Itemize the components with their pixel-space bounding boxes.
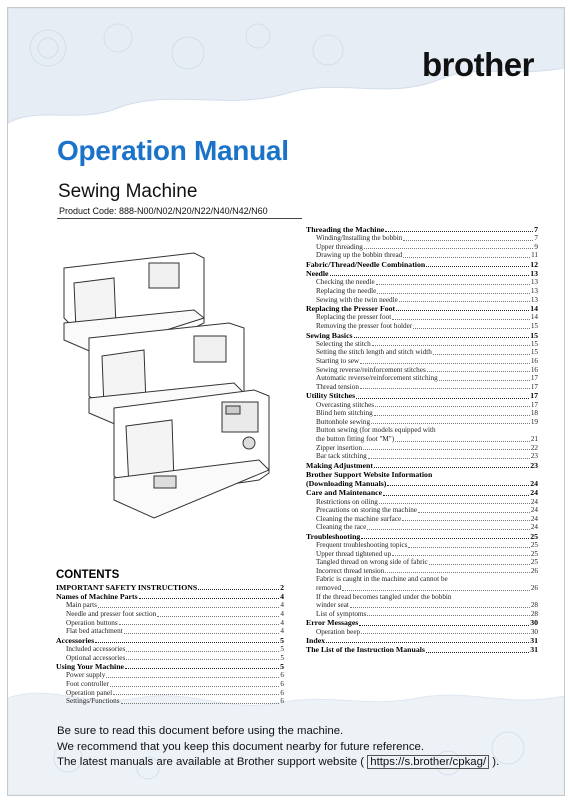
toc-right-entry-page: 16 bbox=[530, 356, 538, 365]
toc-right-entry-label: Restrictions on oiling bbox=[316, 497, 378, 506]
footer-notice bbox=[57, 724, 499, 771]
leader-dots bbox=[361, 538, 529, 539]
leader-dots bbox=[121, 703, 280, 704]
toc-right-entry-label: Making Adjustment bbox=[306, 460, 373, 470]
contents-heading: CONTENTS bbox=[56, 569, 120, 581]
toc-right-entry-label: Tangled thread on wrong side of fabric bbox=[316, 558, 428, 567]
toc-right-entry-page: 23 bbox=[530, 460, 538, 470]
toc-right-entry bbox=[306, 322, 538, 331]
toc-right-entry-label: Index bbox=[306, 636, 326, 646]
toc-right-entry-page: 15 bbox=[530, 348, 538, 357]
leader-dots bbox=[396, 310, 529, 311]
toc-right-entry-label: The List of the Instruction Manuals bbox=[306, 645, 425, 655]
toc-right-entry-label: Sewing reverse/reinforcement stitches bbox=[316, 365, 426, 374]
toc-right-entry-label: Cleaning the race bbox=[316, 523, 367, 532]
toc-right-entry bbox=[306, 391, 538, 400]
manual-cover bbox=[7, 7, 565, 796]
toc-right-entry-label: Upper threading bbox=[316, 242, 363, 251]
leader-dots bbox=[367, 615, 529, 616]
footer-line-3-pre: The latest manuals are available at Brother support website ( bbox=[57, 756, 365, 768]
toc-right-entry-label: Replacing the Presser Foot bbox=[306, 304, 396, 314]
toc-right-entry-label: Winding/Installing the bobbin bbox=[316, 234, 403, 243]
toc-left-list bbox=[56, 583, 284, 706]
toc-right-entry-label: Thread tension bbox=[316, 382, 359, 391]
toc-right-entry-page: 24 bbox=[530, 523, 538, 532]
toc-left-entry bbox=[56, 671, 284, 680]
leader-dots bbox=[372, 345, 530, 346]
toc-right-entry bbox=[306, 296, 538, 305]
toc-left-entry bbox=[56, 654, 284, 663]
product-code: Product Code: 888-N00/N02/N20/N22/N40/N42/N60 bbox=[59, 206, 268, 216]
toc-left-entry-label: Needle and presser foot section bbox=[66, 610, 157, 618]
toc-right-entry bbox=[306, 618, 538, 627]
toc-right-entry-label: Fabric is caught in the machine and cannot be bbox=[316, 575, 448, 584]
leader-dots bbox=[359, 625, 529, 626]
toc-right-entry-page: 9 bbox=[534, 242, 538, 251]
sewing-machine-illustration bbox=[54, 228, 279, 548]
leader-dots bbox=[139, 598, 279, 599]
toc-right-entry bbox=[306, 331, 538, 340]
toc-right-entry-page: 15 bbox=[530, 339, 538, 348]
leader-dots bbox=[418, 512, 530, 513]
toc-right-entry-page: 28 bbox=[530, 601, 538, 610]
toc-right-entry-page: 21 bbox=[530, 434, 538, 443]
toc-left-entry-label: Using Your Machine bbox=[56, 662, 125, 672]
toc-left-entry-page: 4 bbox=[280, 618, 284, 627]
toc-right-entry-page: 13 bbox=[530, 269, 538, 279]
page-title: Operation Manual bbox=[57, 135, 289, 166]
page-subtitle: Sewing Machine bbox=[58, 181, 198, 202]
toc-right-entry bbox=[306, 418, 538, 427]
toc-right-entry-label: Button sewing (for models equipped with bbox=[316, 426, 436, 435]
leader-dots bbox=[426, 652, 529, 653]
toc-right-entry bbox=[306, 444, 538, 453]
toc-right-entry-page: 30 bbox=[530, 627, 538, 636]
toc-right-entry-label: Error Messages bbox=[306, 618, 359, 628]
toc-left-entry-page: 4 bbox=[280, 627, 284, 636]
toc-right-entry-label: List of symptoms bbox=[316, 609, 367, 618]
leader-dots bbox=[392, 555, 530, 556]
toc-left-entry-label: Flat bed attachment bbox=[66, 627, 123, 636]
toc-right-entry bbox=[306, 340, 538, 349]
leader-dots bbox=[413, 328, 530, 329]
toc-right-entry-page: 24 bbox=[530, 479, 538, 489]
toc-right-entry bbox=[306, 366, 538, 375]
toc-right-entry bbox=[306, 610, 538, 619]
toc-right-entry bbox=[306, 532, 538, 541]
leader-dots bbox=[360, 388, 530, 389]
toc-right-entry-page: 13 bbox=[530, 286, 538, 295]
toc-right-entry-page: 31 bbox=[530, 636, 538, 646]
toc-right-entry-page: 12 bbox=[530, 259, 538, 269]
leader-dots bbox=[439, 380, 530, 381]
leader-dots bbox=[374, 467, 529, 468]
toc-right-entry-label: Replacing the presser foot bbox=[316, 313, 392, 322]
leader-dots bbox=[399, 301, 530, 302]
toc-right-entry bbox=[306, 251, 538, 260]
leader-dots bbox=[113, 694, 279, 695]
toc-right-entry-page: 26 bbox=[530, 566, 538, 575]
leader-dots bbox=[402, 520, 530, 521]
toc-right-entry bbox=[306, 426, 538, 435]
toc-right-entry-page: 14 bbox=[530, 313, 538, 322]
toc-right-entry-page: 24 bbox=[530, 488, 538, 498]
toc-right-entry-page: 31 bbox=[530, 645, 538, 655]
toc-right-entry-label: Checking the needle bbox=[316, 278, 375, 287]
toc-left-entry-label: Foot controller bbox=[66, 679, 109, 688]
toc-right-entry bbox=[306, 488, 538, 497]
toc-right-entry-label: Incorrect thread tension bbox=[316, 566, 385, 575]
toc-right-entry-label: Utility Stitches bbox=[306, 391, 356, 401]
toc-left-entry bbox=[56, 583, 284, 592]
toc-right-entry-label: winder seat bbox=[316, 601, 349, 610]
leader-dots bbox=[392, 319, 530, 320]
toc-right-entry-page: 7 bbox=[534, 234, 538, 243]
toc-left-entry bbox=[56, 662, 284, 671]
toc-right-entry-label: If the thread becomes tangled under the bobbin bbox=[316, 592, 452, 601]
toc-right-entry-page: 18 bbox=[530, 409, 538, 418]
toc-right-entry-page: 25 bbox=[530, 541, 538, 550]
toc-right-entry-label: Operation beep bbox=[316, 627, 361, 636]
leader-dots bbox=[387, 485, 529, 486]
leader-dots bbox=[126, 651, 279, 652]
leader-dots bbox=[379, 503, 530, 504]
toc-right-entry-label: the button fitting foot "M") bbox=[316, 434, 395, 443]
toc-right-entry-page: 15 bbox=[530, 330, 538, 340]
toc-right-entry-label: Sewing with the twin needle bbox=[316, 295, 398, 304]
leader-dots bbox=[403, 240, 533, 241]
toc-right-entry bbox=[306, 313, 538, 322]
leader-dots bbox=[376, 284, 530, 285]
toc-right-entry-page: 13 bbox=[530, 295, 538, 304]
toc-left-entry-page: 4 bbox=[280, 610, 284, 618]
toc-right-entry-label: Selecting the stitch bbox=[316, 339, 371, 348]
toc-right-entry-page: 25 bbox=[530, 558, 538, 567]
leader-dots bbox=[354, 337, 530, 338]
leader-dots bbox=[368, 458, 530, 459]
leader-dots bbox=[126, 659, 279, 660]
toc-left-entry-label: Optional accessories bbox=[66, 653, 126, 662]
toc-right-entry-label: (Downloading Manuals) bbox=[306, 479, 387, 489]
toc-right-entry-label: Zipper insertion bbox=[316, 443, 363, 452]
toc-right-entry-label: Automatic reverse/reinforcement stitching bbox=[316, 374, 438, 383]
leader-dots bbox=[157, 616, 279, 617]
toc-right-entry-label: Precautions on storing the machine bbox=[316, 506, 418, 515]
toc-left-entry-label: Operation panel bbox=[66, 688, 113, 697]
toc-right-entry bbox=[306, 523, 538, 532]
toc-left bbox=[56, 569, 284, 706]
toc-right-entry bbox=[306, 348, 538, 357]
toc-right-entry-label: Setting the stitch length and stitch width bbox=[316, 348, 432, 357]
toc-right-entry-label: Threading the Machine bbox=[306, 225, 385, 234]
toc-right-entry bbox=[306, 601, 538, 610]
toc-right-entry-label: removed bbox=[316, 584, 342, 593]
toc-right-entry-label: Blind hem stitching bbox=[316, 409, 373, 418]
leader-dots bbox=[360, 363, 530, 364]
toc-right-entry-label: Fabric/Thread/Needle Combination bbox=[306, 259, 426, 269]
toc-right-entry-page: 28 bbox=[530, 609, 538, 618]
leader-dots bbox=[426, 266, 529, 267]
toc-left-entry bbox=[56, 636, 284, 645]
toc-right-entry-label: Upper thread tightened up bbox=[316, 549, 392, 558]
footer-line-2: We recommend that you keep this document nearby for future reference. bbox=[57, 740, 425, 753]
toc-right-entry bbox=[306, 515, 538, 524]
toc-right-entry bbox=[306, 243, 538, 252]
toc-left-entry-label: Operation buttons bbox=[66, 618, 118, 627]
toc-left-entry-page: 5 bbox=[280, 653, 284, 662]
leader-dots bbox=[429, 564, 530, 565]
footer-line-3 bbox=[57, 755, 499, 771]
leader-dots bbox=[371, 423, 530, 424]
toc-right-entry bbox=[306, 645, 538, 654]
toc-left-entry-page: 6 bbox=[280, 679, 284, 688]
toc-right-entry-page: 15 bbox=[530, 321, 538, 330]
toc-right-entry bbox=[306, 461, 538, 470]
toc-right-entry-label: Cleaning the machine surface bbox=[316, 514, 402, 523]
toc-right-entry-label: Troubleshooting bbox=[306, 531, 361, 541]
toc-right bbox=[306, 225, 538, 655]
toc-right-entry-label: Brother Support Website Information bbox=[306, 469, 433, 479]
toc-left-entry-page: 4 bbox=[280, 601, 284, 610]
toc-left-entry-label: Power supply bbox=[66, 671, 106, 680]
toc-right-entry-page: 7 bbox=[534, 225, 538, 234]
toc-right-entry bbox=[306, 225, 538, 234]
toc-right-entry bbox=[306, 374, 538, 383]
leader-dots bbox=[356, 398, 529, 399]
toc-right-entry bbox=[306, 435, 538, 444]
toc-right-entry-page: 19 bbox=[530, 417, 538, 426]
leader-dots bbox=[363, 449, 530, 450]
toc-right-entry-label: Starting to sew bbox=[316, 356, 360, 365]
toc-right-entry bbox=[306, 593, 538, 602]
toc-left-entry bbox=[56, 627, 284, 636]
leader-dots bbox=[330, 275, 530, 276]
leader-dots bbox=[124, 633, 280, 634]
leader-dots bbox=[383, 495, 529, 496]
toc-right-entry-page: 30 bbox=[530, 618, 538, 628]
toc-right-entry-page: 17 bbox=[530, 391, 538, 401]
toc-right-entry bbox=[306, 567, 538, 576]
toc-right-entry-page: 26 bbox=[530, 584, 538, 593]
leader-dots bbox=[375, 406, 530, 407]
toc-left-entry bbox=[56, 619, 284, 628]
toc-right-entry-label: Bar tack stitching bbox=[316, 452, 367, 461]
toc-right-entry-page: 24 bbox=[530, 497, 538, 506]
leader-dots bbox=[110, 686, 279, 687]
toc-right-entry-page: 24 bbox=[530, 506, 538, 515]
brand-logo: brother bbox=[422, 46, 534, 83]
leader-dots bbox=[119, 624, 280, 625]
toc-right-entry-page: 22 bbox=[530, 443, 538, 452]
toc-right-entry-label: Buttonhole sewing bbox=[316, 417, 371, 426]
toc-right-entry-page: 24 bbox=[530, 514, 538, 523]
toc-left-entry-label: Names of Machine Parts bbox=[56, 592, 138, 602]
toc-left-entry-label: Accessories bbox=[56, 635, 95, 645]
toc-right-entry bbox=[306, 541, 538, 550]
toc-left-entry-page: 5 bbox=[280, 644, 284, 653]
leader-dots bbox=[395, 441, 530, 442]
toc-left-entry-page: 5 bbox=[280, 662, 284, 672]
toc-right-entry-page: 17 bbox=[530, 374, 538, 383]
footer-line-1: Be sure to read this document before using the machine. bbox=[57, 725, 344, 737]
leader-dots bbox=[361, 633, 530, 634]
support-url-link[interactable]: https://s.brother/cpkag/ bbox=[367, 755, 489, 769]
toc-left-entry-label: Main parts bbox=[66, 601, 97, 610]
toc-left-entry-page: 2 bbox=[280, 583, 284, 592]
leader-dots bbox=[377, 293, 530, 294]
toc-right-entry bbox=[306, 575, 538, 584]
toc-right-entry bbox=[306, 550, 538, 559]
toc-right-entry bbox=[306, 269, 538, 278]
toc-right-entry bbox=[306, 304, 538, 313]
footer-line-3-post: ). bbox=[492, 756, 500, 768]
toc-right-entry-page: 16 bbox=[530, 365, 538, 374]
toc-right-entry-page: 25 bbox=[530, 549, 538, 558]
toc-right-entry bbox=[306, 470, 538, 479]
leader-dots bbox=[385, 572, 530, 573]
leader-dots bbox=[374, 415, 530, 416]
toc-right-entry-label: Frequent troubleshooting topics bbox=[316, 541, 408, 550]
toc-left-entry bbox=[56, 645, 284, 654]
toc-right-entry bbox=[306, 287, 538, 296]
toc-right-entry-page: 17 bbox=[530, 400, 538, 409]
toc-right-entry-label: Sewing Basics bbox=[306, 330, 353, 340]
leader-dots bbox=[403, 257, 530, 258]
leader-dots bbox=[385, 231, 533, 232]
toc-right-entry-label: Replacing the needle bbox=[316, 286, 377, 295]
toc-left-entry bbox=[56, 680, 284, 689]
toc-left-entry bbox=[56, 697, 284, 706]
toc-right-entry bbox=[306, 479, 538, 488]
leader-dots bbox=[125, 668, 279, 669]
toc-right-entry bbox=[306, 409, 538, 418]
toc-left-entry-page: 6 bbox=[280, 697, 284, 706]
toc-left-entry-label: Included accessories bbox=[66, 644, 126, 653]
toc-right-entry bbox=[306, 452, 538, 461]
toc-right-entry-page: 11 bbox=[531, 251, 538, 260]
leader-dots bbox=[433, 354, 530, 355]
divider bbox=[57, 218, 302, 219]
leader-dots bbox=[364, 248, 534, 249]
toc-right-entry bbox=[306, 584, 538, 593]
toc-right-entry bbox=[306, 636, 538, 645]
toc-right-entry-label: Overcasting stitches bbox=[316, 400, 375, 409]
toc-left-entry-label: Settings/Functions bbox=[66, 697, 120, 706]
leader-dots bbox=[367, 529, 530, 530]
toc-right-entry-page: 23 bbox=[530, 452, 538, 461]
toc-right-entry bbox=[306, 260, 538, 269]
leader-dots bbox=[198, 589, 279, 590]
toc-right-entry bbox=[306, 357, 538, 366]
toc-left-entry-page: 5 bbox=[280, 635, 284, 645]
toc-right-entry bbox=[306, 498, 538, 507]
toc-right-entry-page: 14 bbox=[530, 304, 538, 314]
toc-right-entry bbox=[306, 628, 538, 637]
toc-left-entry bbox=[56, 601, 284, 610]
leader-dots bbox=[106, 677, 279, 678]
toc-right-entry-label: Drawing up the bobbin thread bbox=[316, 251, 403, 260]
toc-right-entry bbox=[306, 234, 538, 243]
toc-right-entry-label: Needle bbox=[306, 269, 329, 279]
toc-right-entry-label: Care and Maintenance bbox=[306, 488, 383, 498]
leader-dots bbox=[408, 547, 529, 548]
toc-left-entry-page: 4 bbox=[280, 592, 284, 602]
toc-left-entry-page: 6 bbox=[280, 671, 284, 680]
toc-left-entry bbox=[56, 610, 284, 619]
toc-right-entry bbox=[306, 401, 538, 410]
toc-right-entry-page: 17 bbox=[530, 382, 538, 391]
toc-right-entry bbox=[306, 383, 538, 392]
toc-right-entry-page: 25 bbox=[530, 531, 538, 541]
toc-left-entry bbox=[56, 592, 284, 601]
toc-left-entry bbox=[56, 689, 284, 698]
toc-left-entry-label: IMPORTANT SAFETY INSTRUCTIONS bbox=[56, 583, 198, 592]
leader-dots bbox=[342, 590, 530, 591]
toc-right-entry bbox=[306, 506, 538, 515]
leader-dots bbox=[427, 371, 530, 372]
toc-right-entry-label: Removing the presser foot holder bbox=[316, 321, 413, 330]
leader-dots bbox=[98, 607, 279, 608]
toc-right-list bbox=[306, 225, 538, 655]
leader-dots bbox=[326, 642, 529, 643]
leader-dots bbox=[95, 642, 279, 643]
toc-right-entry bbox=[306, 558, 538, 567]
toc-left-entry-page: 6 bbox=[280, 688, 284, 697]
toc-right-entry bbox=[306, 278, 538, 287]
toc-right-entry-page: 13 bbox=[530, 278, 538, 287]
leader-dots bbox=[350, 607, 530, 608]
